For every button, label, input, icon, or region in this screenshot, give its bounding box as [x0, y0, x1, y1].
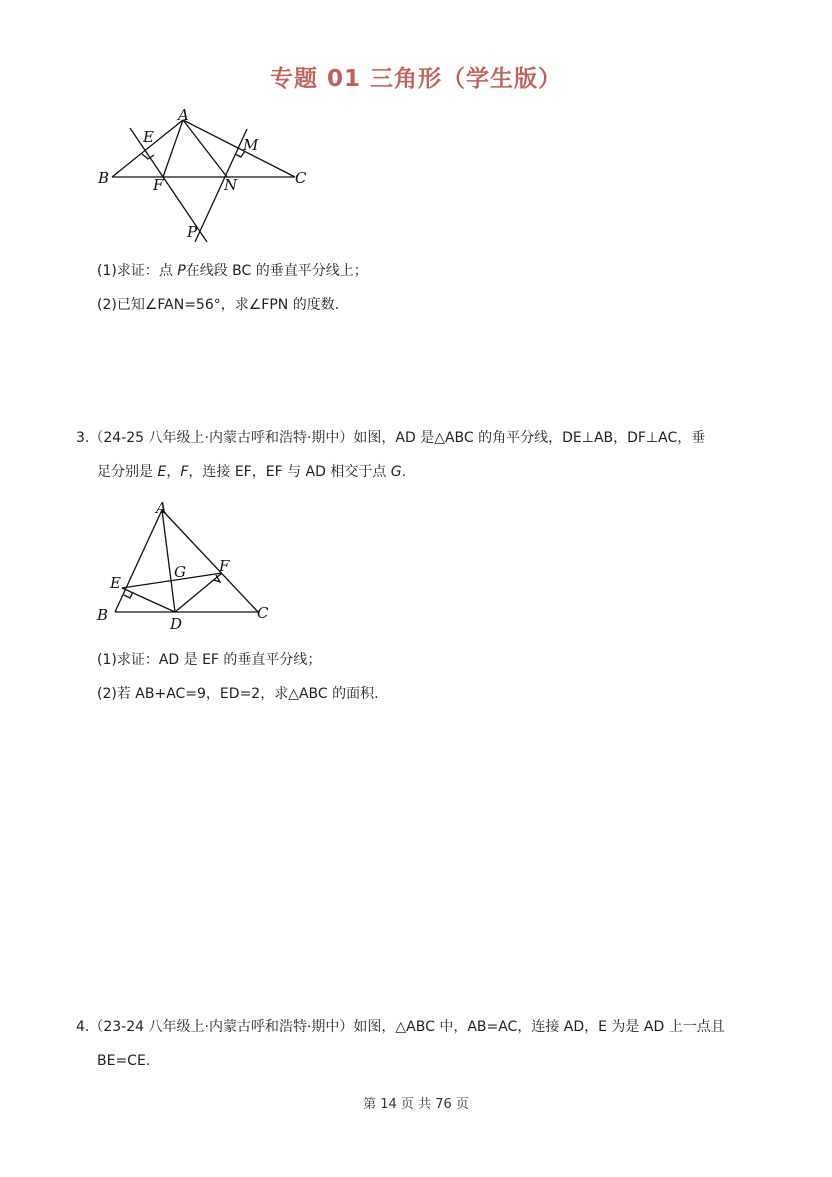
q2-figure — [90, 105, 330, 245]
segment-de — [122, 588, 175, 612]
label-b: B — [98, 169, 110, 187]
q3-stem-line2: 足分别是 E，F，连接 EF，EF 与 AD 相交于点 G. — [97, 464, 407, 480]
label-c: C — [295, 169, 307, 187]
segment-ab — [115, 510, 162, 612]
label-d: D — [170, 615, 183, 633]
label-a: A — [178, 106, 189, 124]
label-b: B — [97, 606, 109, 624]
label-f: F — [219, 557, 230, 575]
label-n: N — [224, 176, 238, 194]
label-p: P — [187, 223, 198, 241]
q2-part1: (1)求证：点 P在线段 BC 的垂直平分线上； — [97, 263, 368, 279]
segment-ad — [162, 510, 175, 612]
label-e: E — [110, 574, 121, 592]
q4-stem-line2: BE=CE. — [97, 1053, 151, 1069]
segment-an — [183, 120, 227, 177]
label-a: A — [156, 499, 167, 517]
page-footer: 第 14 页 共 76 页 — [363, 1097, 469, 1112]
q3-figure — [90, 495, 290, 635]
segment-ac — [183, 120, 295, 177]
label-e: E — [143, 128, 154, 146]
label-m: M — [243, 136, 259, 154]
q4-stem-line1: 4.（23-24 八年级上·内蒙古呼和浩特·期中）如图，△ABC 中，AB=AC，连接 AD，E 为是 AD 上一点且 — [76, 1019, 725, 1035]
q3-stem-line1: 3.（24-25 八年级上·内蒙古呼和浩特·期中）如图，AD 是△ABC 的角平分线，DE⊥AB，DF⊥AC，垂 — [76, 430, 706, 446]
q2-part2: (2)已知∠FAN=56°，求∠FPN 的度数. — [97, 297, 340, 313]
label-g: G — [174, 563, 186, 581]
q3-part1: (1)求证：AD 是 EF 的垂直平分线； — [97, 652, 322, 668]
q3-part2: (2)若 AB+AC=9，ED=2，求△ABC 的面积. — [97, 686, 379, 702]
segment-ac — [162, 510, 258, 612]
label-f: F — [153, 176, 164, 194]
page-title: 专题 01 三角形（学生版） — [269, 66, 563, 92]
label-c: C — [257, 604, 269, 622]
